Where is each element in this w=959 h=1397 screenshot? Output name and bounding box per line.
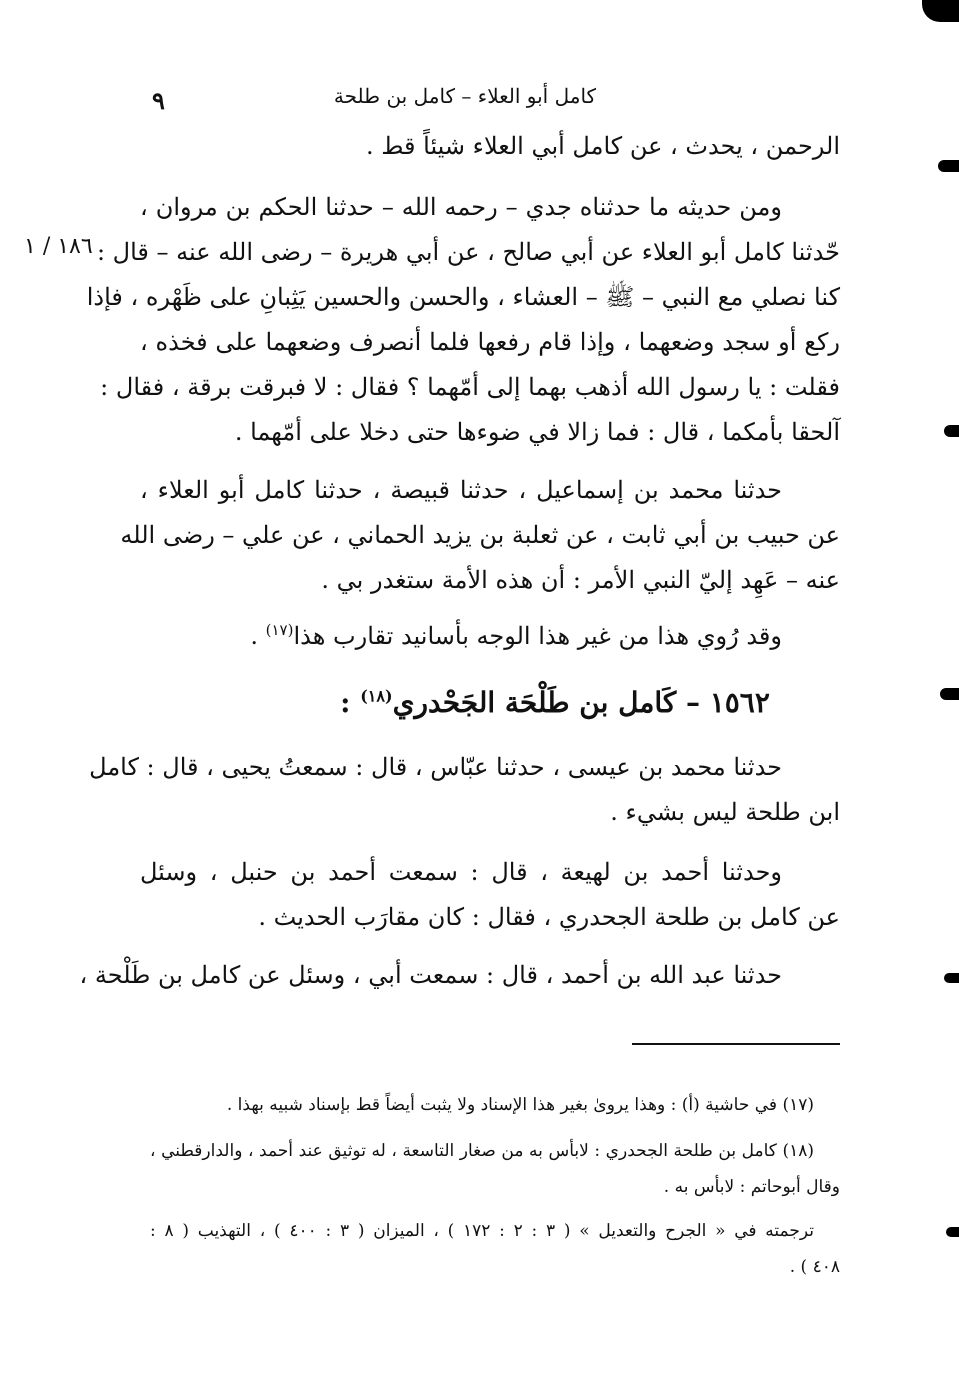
text-line: فقلت : يا رسول الله أذهب بهما إلى أمّهما ؟ فقال : لا فبرقت برقة ، فقال :	[100, 373, 840, 401]
text-line: وحدثنا أحمد بن لهيعة ، قال : سمعت أحمد بن حنبل ، وسئل	[140, 858, 782, 886]
footnote-17	[150, 1087, 840, 1123]
scan-edge-mark	[940, 688, 959, 700]
footnote-ref-17: (١٧)	[265, 621, 294, 639]
entry-dash: –	[685, 686, 700, 719]
paragraph-2	[86, 185, 840, 455]
text-line: حّدثنا كامل أبو العلاء عن أبي صالح ، عن أبي هريرة – رضى الله عنه – قال :	[96, 238, 840, 266]
scan-edge-mark	[938, 160, 959, 172]
running-title: كامل أبو العلاء – كامل بن طلحة	[333, 84, 597, 108]
paragraph-3	[120, 468, 840, 603]
footnote-ref-18: (١٨)	[360, 686, 393, 706]
entry-trail: :	[340, 686, 361, 719]
scan-edge-mark	[944, 425, 959, 437]
footnote-separator	[632, 1043, 840, 1045]
text-line: حدثنا محمد بن إسماعيل ، حدثنا قبيصة ، حدثنا كامل أبو العلاء ،	[140, 476, 782, 504]
text-line: عنه – عَهِد إليّ النبي الأمر : أن هذه الأمة ستغدر بي .	[321, 566, 840, 594]
scan-edge-mark	[922, 0, 959, 22]
footnote-18-sources	[150, 1213, 840, 1285]
entry-name: كَامل بن طَلْحَة الجَحْدري	[392, 686, 677, 719]
text-span: .	[250, 622, 266, 650]
footnote-line: ٤٠٨ ) .	[789, 1257, 840, 1277]
text-line: ومن حديثه ما حدثناه جدي – رحمه الله – حدثنا الحكم بن مروان ،	[140, 193, 782, 221]
scan-edge-mark	[944, 973, 959, 983]
footnote-line: (١٨) كامل بن طلحة الجحدري : لابأس به من صغار التاسعة ، له توثيق عند أحمد ، والدارقطني ،	[150, 1141, 814, 1161]
paragraph-1	[140, 124, 840, 169]
entry-number: ١٥٦٢	[709, 686, 770, 719]
paragraph-6	[140, 850, 840, 940]
text-span: وقد رُوي هذا من غير هذا الوجه بأسانيد تقارب هذا	[293, 622, 782, 650]
footnote-18	[150, 1133, 840, 1205]
text-line: كنا نصلي مع النبي – ﷺ – العشاء ، والحسن والحسين يَثِبانِ على ظَهْره ، فإذا	[86, 283, 840, 311]
footnote-line: ترجمته في « الجرح والتعديل » ( ٣ : ٢ : ١٧٢ ) ، الميزان ( ٣ : ٤٠٠ ) ، التهذيب ( ٨ :	[150, 1221, 814, 1241]
text-line: حدثنا عبد الله بن أحمد ، قال : سمعت أبي ، وسئل عن كامل بن طَلْحة ،	[79, 961, 782, 989]
text-line	[140, 614, 840, 659]
text-line: حدثنا محمد بن عيسى ، حدثنا عبّاس ، قال : سمعتُ يحيى ، قال : كامل	[89, 753, 782, 781]
text-line: الرحمن ، يحدث ، عن كامل أبي العلاء شيئاً قط .	[365, 132, 840, 160]
text-line: آلحقا بأمكما ، قال : فما زالا في ضوءها حتى دخلا على أمّهما .	[234, 418, 840, 446]
text-line: ركع أو سجد وضعهما ، وإذا قام رفعها فلما أنصرف وضعهما على فخذه ،	[140, 328, 840, 356]
entry-heading	[340, 686, 770, 719]
margin-reference: ١٨٦ / ١	[24, 234, 93, 259]
text-line: عن حبيب بن أبي ثابت ، عن ثعلبة بن يزيد الحماني ، عن علي – رضى الله	[120, 521, 840, 549]
paragraph-4	[140, 614, 840, 659]
paragraph-5	[89, 745, 840, 835]
paragraph-7	[79, 953, 840, 998]
footnote-line: (١٧) في حاشية (أ) : وهذا يروىٰ بغير هذا الإسناد ولا يثبت أيضاً قط بإسناد شبيه بهذا .	[226, 1095, 814, 1115]
footnote-line: وقال أبوحاتم : لابأس به .	[663, 1177, 840, 1197]
page-number: ٩	[152, 86, 165, 115]
text-line: عن كامل بن طلحة الجحدري ، فقال : كان مقارَب الحديث .	[258, 903, 840, 931]
scan-edge-mark	[946, 1227, 959, 1237]
text-line: ابن طلحة ليس بشيء .	[610, 798, 840, 826]
